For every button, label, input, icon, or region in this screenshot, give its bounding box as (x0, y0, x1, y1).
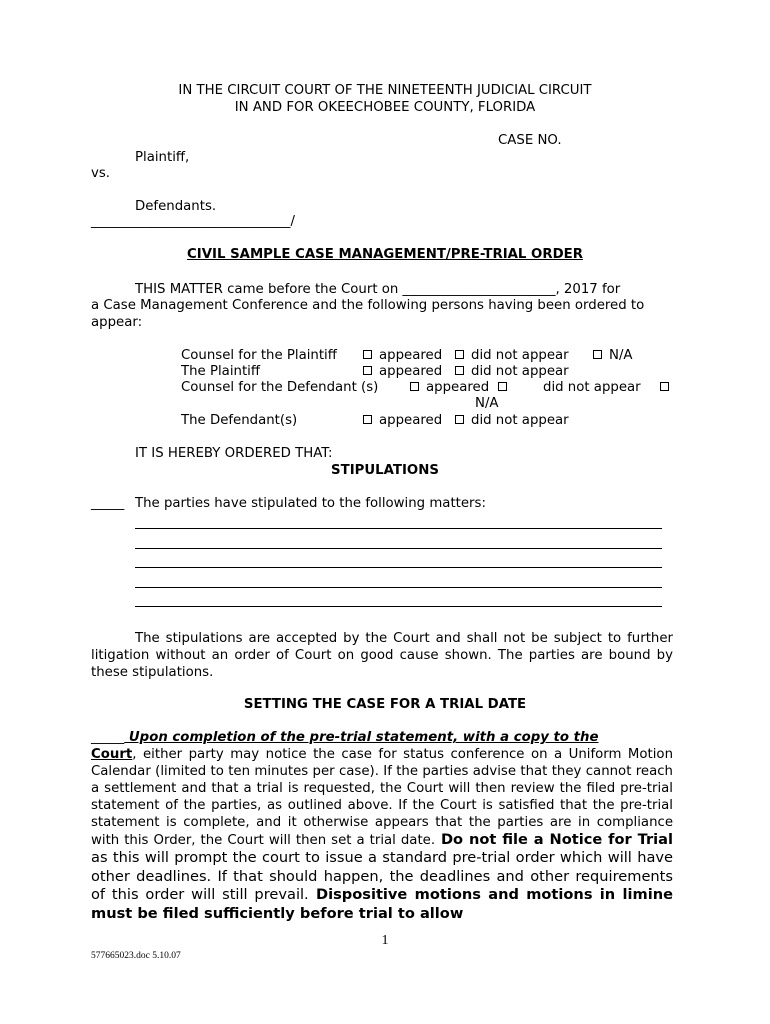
attendance-na-option (660, 379, 669, 396)
checkbox-icon[interactable] (410, 382, 419, 391)
intro-line-3: appear: (91, 315, 143, 330)
attendance-appeared-option: appeared (363, 412, 442, 429)
trial-heading: SETTING THE CASE FOR A TRIAL DATE (243, 697, 527, 712)
checkbox-icon[interactable] (363, 366, 372, 375)
stipulation-line[interactable] (135, 528, 662, 529)
defendants-label: Defendants. (135, 199, 217, 214)
stipulation-line[interactable] (135, 567, 662, 568)
attendance-not-appeared-option (498, 379, 514, 396)
court-line-2: IN AND FOR OKEECHOBEE COUNTY, FLORIDA (234, 100, 536, 115)
vs-label: vs. (91, 166, 111, 181)
checkbox-icon[interactable] (498, 382, 507, 391)
stipulation-line[interactable] (135, 548, 662, 549)
checkbox-icon[interactable] (363, 350, 372, 359)
page-number: 1 (381, 933, 389, 948)
attendance-label: Counsel for the Plaintiff (181, 348, 337, 363)
plaintiff-label: Plaintiff, (135, 150, 190, 165)
attendance-not-appeared-option: did not appear (455, 363, 569, 380)
stipulation-blank: _____ (91, 496, 125, 511)
checkbox-icon[interactable] (593, 350, 602, 359)
document-id: 577665023.doc 5.10.07 (91, 951, 181, 961)
attendance-not-appeared-label: did not appear (543, 380, 641, 395)
intro-line-2: a Case Management Conference and the following persons having been ordered to (91, 298, 645, 313)
checkbox-icon[interactable] (455, 415, 464, 424)
stipulations-heading: STIPULATIONS (331, 463, 439, 478)
attendance-label: The Plaintiff (181, 364, 261, 379)
attendance-appeared-option: appeared (363, 363, 442, 380)
document-title: CIVIL SAMPLE CASE MANAGEMENT/PRE-TRIAL ORDER (187, 247, 583, 262)
attendance-appeared-option: appeared (363, 347, 442, 364)
attendance-not-appeared-option: did not appear (455, 347, 569, 364)
case-number-label: CASE NO. (498, 133, 562, 148)
stipulation-line[interactable] (135, 587, 662, 588)
ordered-line: IT IS HEREBY ORDERED THAT: (135, 446, 333, 461)
stipulation-intro: The parties have stipulated to the following matters: (135, 496, 486, 511)
caption-end-line: ______________________________/ (91, 214, 295, 229)
trial-paragraph: _____ Upon completion of the pre-trial statement, with a copy to the Court, either party may notice the case for status conference on a Uniform Motion Calendar (limited to ten minutes per case). If the parties advise that they cannot reach a settlement and that a trial is requested, the Court will then review the filed pre-trial statement of the parties, as outlined above. If the Court is satisfied that the pre-trial statement is complete, and it otherwise appears that the parties are in compliance with this Order, the Court will then set a trial date. Do not file a Notice for Trial as this will prompt the court to issue a standard pre-trial order which will have other deadlines. If that should happen, the deadlines and other requirements of this order will still prevail. Dispositive motions and motions in limine must be filed sufficiently before trial to allow (91, 730, 673, 922)
attendance-not-appeared-option: did not appear (455, 412, 569, 429)
attendance-appeared-option: appeared (410, 379, 489, 396)
checkbox-icon[interactable] (455, 366, 464, 375)
checkbox-icon[interactable] (455, 350, 464, 359)
checkbox-icon[interactable] (660, 382, 669, 391)
attendance-label: The Defendant(s) (181, 413, 298, 428)
court-line-1: IN THE CIRCUIT COURT OF THE NINETEENTH JUDICIAL CIRCUIT (178, 83, 592, 98)
attendance-label: Counsel for the Defendant (s) (181, 380, 379, 395)
stipulation-line[interactable] (135, 606, 662, 607)
attendance-na-label: N/A (475, 396, 499, 411)
attendance-na-option: N/A (593, 347, 633, 364)
stipulations-paragraph: The stipulations are accepted by the Court and shall not be subject to further litigation without an order of Court on good cause shown. The parties are bound by these stipulations. (91, 631, 673, 680)
checkbox-icon[interactable] (363, 415, 372, 424)
intro-line-1: THIS MATTER came before the Court on _______________________, 2017 for (135, 282, 621, 297)
